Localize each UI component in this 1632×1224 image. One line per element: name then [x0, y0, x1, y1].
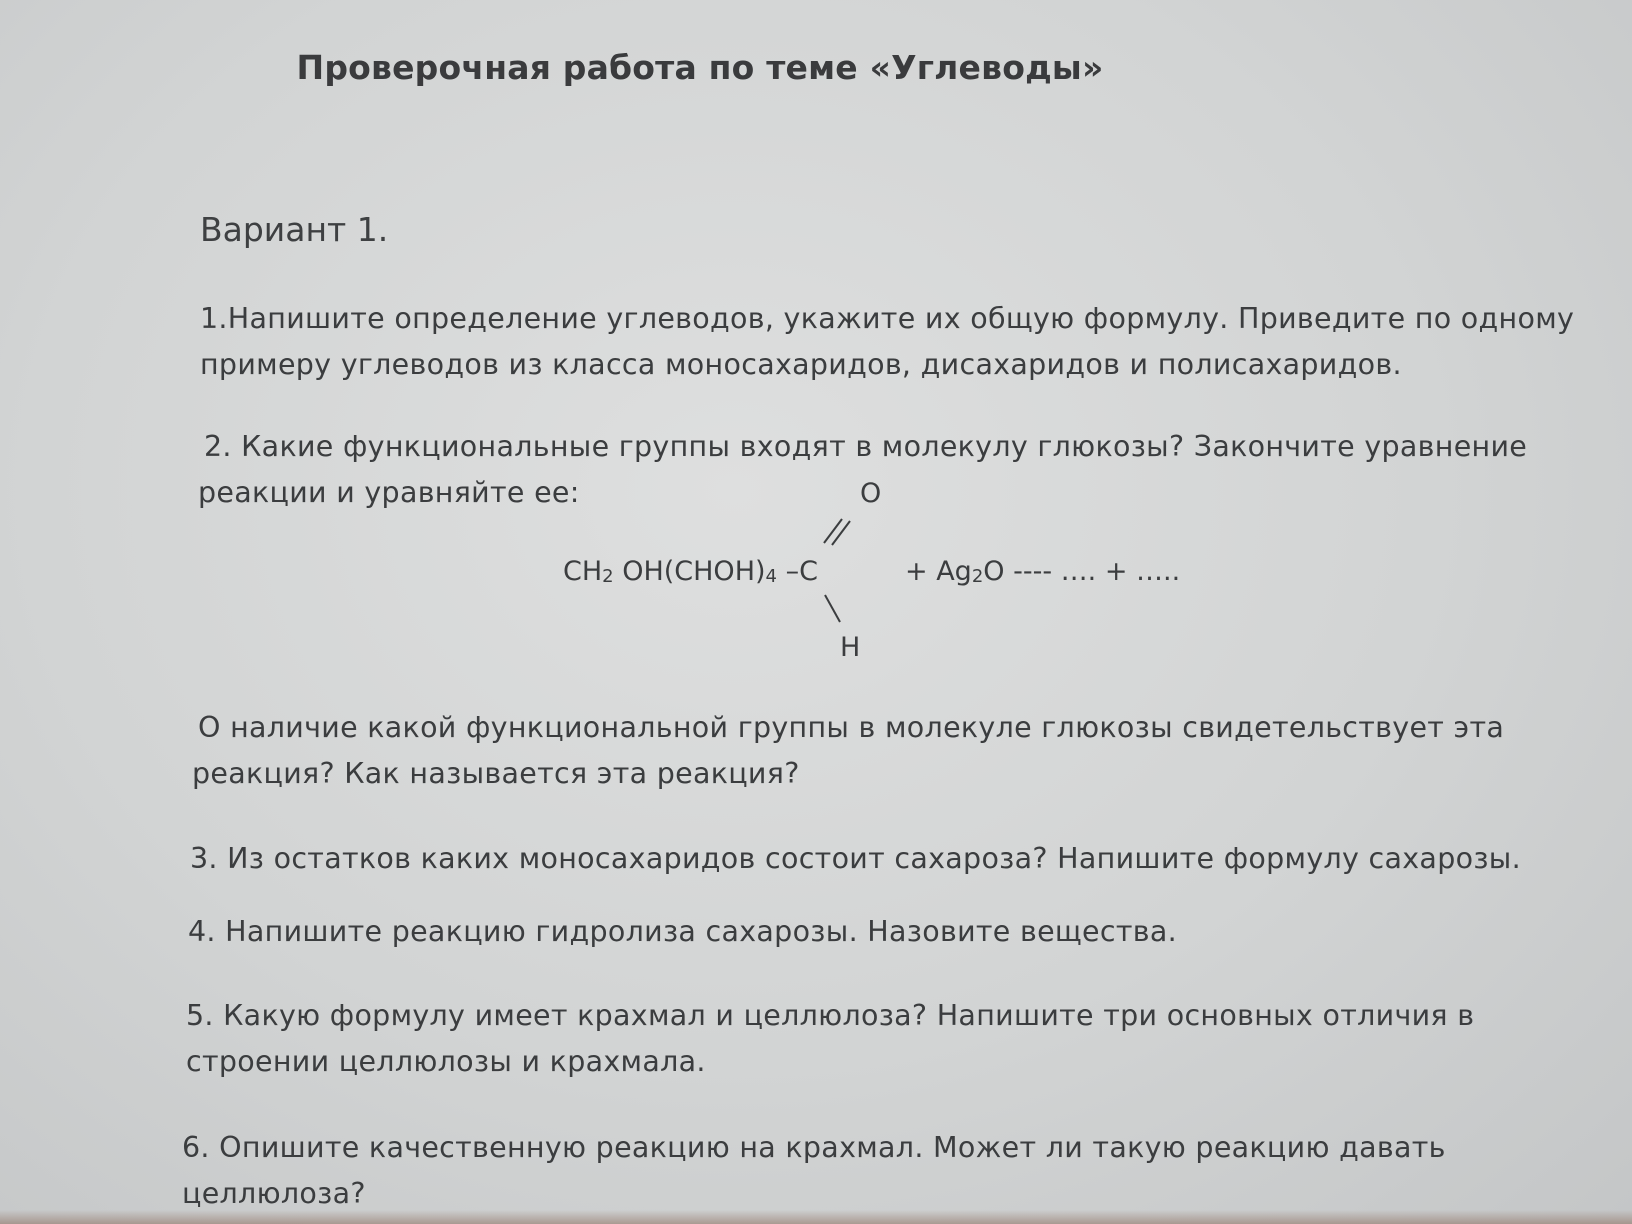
single-bond — [822, 592, 846, 626]
aldehyde-hydrogen: H — [840, 632, 861, 663]
formula-subscript-4: 4 — [765, 566, 777, 587]
question-1 — [200, 296, 1574, 388]
question-4-line-1: 4. Напишите реакцию гидролиза сахарозы. Назовите вещества. — [188, 915, 1177, 948]
question-6 — [182, 1125, 1446, 1217]
formula-subscript-2: 2 — [602, 566, 614, 587]
variant-heading: Вариант 1. — [200, 210, 389, 249]
question-3-line-1: 3. Из остатков каких моносахаридов состоит сахароза? Напишите формулу сахарозы. — [190, 842, 1521, 875]
question-1-line-2: примеру углеводов из класса моносахаридов, дисахаридов и полисахаридов. — [200, 348, 1402, 381]
double-bond — [820, 515, 860, 549]
question-2-line-1: 2. Какие функциональные группы входят в молекулу глюкозы? Закончите уравнение — [204, 430, 1528, 463]
question-2-followup-line-2: реакция? Как называется эта реакция? — [192, 757, 800, 790]
reaction-products: O ---- …. + ….. — [983, 556, 1181, 587]
aldehyde-oxygen: O — [860, 478, 882, 509]
question-5-line-2: строении целлюлозы и крахмала. — [186, 1045, 706, 1078]
question-5-line-1: 5. Какую формулу имеет крахмал и целлюлоза? Напишите три основных отличия в — [186, 999, 1475, 1032]
formula-carbon: –C — [776, 556, 818, 587]
question-2-followup-line-1: О наличие какой функциональной группы в молекуле глюкозы свидетельствует эта — [198, 711, 1505, 744]
formula-ch: CH — [563, 556, 603, 587]
question-2-line-2: реакции и уравняйте ее: — [198, 476, 580, 509]
question-1-line-1: 1.Напишите определение углеводов, укажите их общую формулу. Приведите по одному — [200, 302, 1575, 335]
question-2-followup — [192, 705, 1504, 797]
worksheet-title: Проверочная работа по теме «Углеводы» — [296, 48, 1104, 87]
question-3 — [190, 836, 1521, 882]
glucose-formula — [563, 556, 818, 587]
paper-edge-shadow — [0, 1210, 1632, 1224]
question-6-line-2: целлюлоза? — [182, 1177, 366, 1210]
reagent-subscript: 2 — [971, 566, 984, 587]
question-6-line-1: 6. Опишите качественную реакцию на крахмал. Может ли такую реакцию давать — [182, 1131, 1446, 1164]
reaction-right-side — [905, 556, 1180, 587]
question-5 — [186, 993, 1474, 1085]
question-4 — [188, 909, 1177, 955]
formula-chain: OH(CHOH) — [613, 556, 766, 587]
reagent-ag: + Ag — [905, 556, 972, 587]
